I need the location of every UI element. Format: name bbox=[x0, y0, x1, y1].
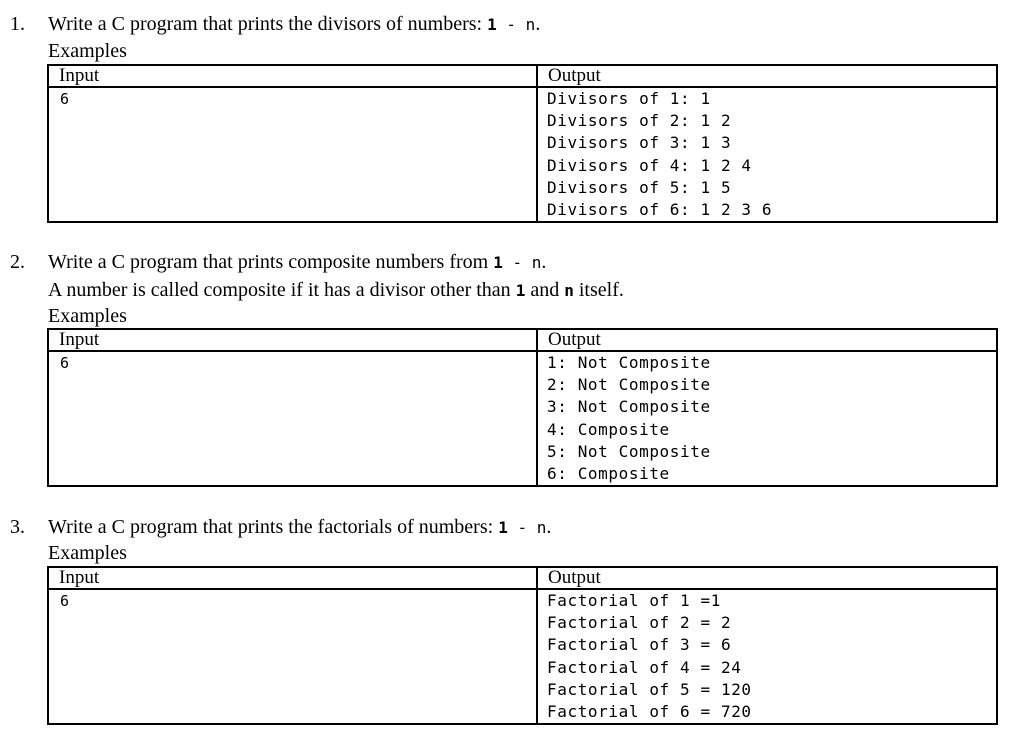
examples-label: Examples bbox=[48, 305, 127, 327]
output-header: Output bbox=[537, 329, 997, 351]
statement-text: Write a C program that prints the factorials of numbers: bbox=[48, 516, 499, 538]
problem-statement bbox=[48, 250, 546, 275]
input-header: Input bbox=[48, 329, 537, 351]
problem-statement bbox=[48, 515, 551, 540]
output-cell bbox=[537, 87, 997, 222]
problem-number: 2. bbox=[10, 251, 25, 273]
examples-table bbox=[47, 64, 998, 223]
output-line: Factorial of 5 = 120 bbox=[547, 679, 752, 699]
output-line: 1: Not Composite bbox=[547, 353, 711, 372]
examples-table bbox=[47, 328, 998, 487]
output-line: Factorial of 3 = 6 bbox=[547, 635, 732, 655]
output-line: Divisors of 5: 1 5 bbox=[547, 177, 732, 197]
code-range-end: n bbox=[531, 253, 542, 272]
output-line: Factorial of 6 = 720 bbox=[547, 702, 752, 722]
code-range-start: 1 bbox=[487, 15, 497, 34]
statement-text: Write a C program that prints the divisors of numbers: bbox=[48, 13, 488, 35]
code-one: 1 bbox=[515, 281, 526, 300]
code-range-start: 1 bbox=[493, 253, 503, 272]
output-line: 3: Not Composite bbox=[547, 397, 711, 417]
examples-label: Examples bbox=[48, 40, 127, 62]
output-line: Divisors of 4: 1 2 4 bbox=[547, 155, 752, 175]
output-line: 6: Composite bbox=[547, 464, 670, 484]
composite-definition bbox=[48, 278, 624, 303]
input-value: 6 bbox=[60, 592, 70, 610]
output-line: 4: Composite bbox=[547, 419, 670, 439]
output-line: 5: Not Composite bbox=[547, 441, 711, 461]
range-dash: - bbox=[507, 518, 537, 537]
code-range-end: n bbox=[536, 518, 547, 537]
code-range-start: 1 bbox=[498, 518, 508, 537]
problem-number: 3. bbox=[10, 516, 25, 538]
definition-end: itself. bbox=[573, 279, 624, 301]
input-header: Input bbox=[48, 567, 537, 589]
output-line: 2: Not Composite bbox=[547, 375, 711, 395]
problem-number: 1. bbox=[10, 13, 25, 35]
code-n: n bbox=[564, 281, 574, 300]
range-dash: - bbox=[496, 15, 526, 34]
examples-table bbox=[47, 566, 998, 725]
input-cell bbox=[48, 589, 537, 724]
output-header: Output bbox=[537, 567, 997, 589]
range-dash: - bbox=[502, 253, 532, 272]
definition-and: and bbox=[525, 279, 565, 301]
statement-end: . bbox=[535, 13, 541, 35]
output-line: Divisors of 1: 1 bbox=[547, 89, 711, 108]
definition-text: A number is called composite if it has a divisor other than bbox=[48, 279, 516, 301]
output-line: Factorial of 2 = 2 bbox=[547, 613, 732, 633]
statement-text: Write a C program that prints composite numbers from bbox=[48, 251, 494, 273]
statement-end: . bbox=[546, 516, 552, 538]
code-range-end: n bbox=[525, 15, 536, 34]
output-cell bbox=[537, 589, 997, 724]
output-line: Divisors of 6: 1 2 3 6 bbox=[547, 200, 773, 220]
output-line: Divisors of 2: 1 2 bbox=[547, 111, 732, 131]
output-line: Factorial of 4 = 24 bbox=[547, 657, 742, 677]
output-cell bbox=[537, 351, 997, 486]
output-line: Factorial of 1 =1 bbox=[547, 591, 721, 610]
input-cell bbox=[48, 351, 537, 486]
output-line: Divisors of 3: 1 3 bbox=[547, 133, 732, 153]
problem-statement bbox=[48, 12, 540, 37]
input-header: Input bbox=[48, 65, 537, 87]
output-header: Output bbox=[537, 65, 997, 87]
input-cell bbox=[48, 87, 537, 222]
statement-end: . bbox=[541, 251, 547, 273]
input-value: 6 bbox=[60, 90, 70, 108]
examples-label: Examples bbox=[48, 542, 127, 564]
input-value: 6 bbox=[60, 354, 70, 372]
